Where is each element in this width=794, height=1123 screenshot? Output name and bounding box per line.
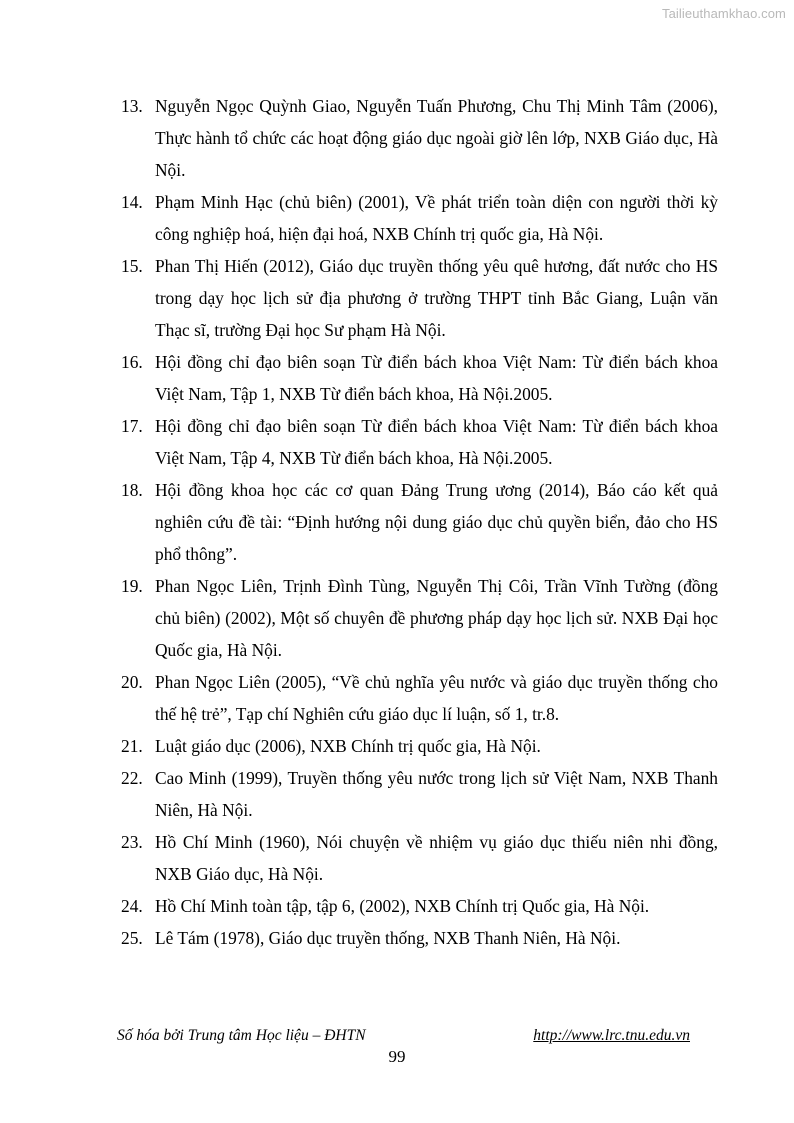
reference-text: Cao Minh (1999), Truyền thống yêu nước trong lịch sử Việt Nam, NXB Thanh Niên, Hà Nội. [155, 768, 718, 820]
reference-item [115, 826, 718, 890]
reference-number: 23. [121, 832, 143, 852]
footer-digitized-by: Số hóa bởi Trung tâm Học liệu – ĐHTN [117, 1027, 366, 1044]
footer-website-link[interactable]: http://www.lrc.tnu.edu.vn [533, 1027, 690, 1044]
reference-number: 20. [121, 672, 143, 692]
reference-number: 13. [121, 96, 143, 116]
reference-text: Hồ Chí Minh (1960), Nói chuyện về nhiệm vụ giáo dục thiếu niên nhi đồng, NXB Giáo dục, Hà Nội. [155, 832, 718, 884]
reference-item [115, 410, 718, 474]
reference-item [115, 666, 718, 730]
reference-number: 19. [121, 576, 143, 596]
reference-text: Lê Tám (1978), Giáo dục truyền thống, NXB Thanh Niên, Hà Nội. [155, 928, 621, 948]
reference-number: 18. [121, 480, 143, 500]
reference-number: 16. [121, 352, 143, 372]
reference-number: 15. [121, 256, 143, 276]
reference-item [115, 890, 718, 922]
reference-item [115, 474, 718, 570]
reference-number: 17. [121, 416, 143, 436]
reference-number: 21. [121, 736, 143, 756]
reference-number: 22. [121, 768, 143, 788]
reference-text: Luật giáo dục (2006), NXB Chính trị quốc gia, Hà Nội. [155, 736, 541, 756]
reference-item [115, 922, 718, 954]
reference-item [115, 570, 718, 666]
page-number: 99 [388, 1047, 406, 1066]
reference-item [115, 90, 718, 186]
reference-number: 25. [121, 928, 143, 948]
reference-item [115, 346, 718, 410]
reference-text: Phan Ngọc Liên (2005), “Về chủ nghĩa yêu nước và giáo dục truyền thống cho thế hệ trẻ”, Tạp chí Nghiên cứu giáo dục lí luận, số 1, tr.8. [155, 672, 718, 724]
reference-item [115, 762, 718, 826]
reference-text: Hồ Chí Minh toàn tập, tập 6, (2002), NXB Chính trị Quốc gia, Hà Nội. [155, 896, 650, 916]
reference-item [115, 250, 718, 346]
reference-text: Nguyễn Ngọc Quỳnh Giao, Nguyễn Tuấn Phương, Chu Thị Minh Tâm (2006), Thực hành tổ chức các hoạt động giáo dục ngoài giờ lên lớp, NXB Giáo dục, Hà Nội. [155, 96, 718, 180]
reference-number: 14. [121, 192, 143, 212]
reference-list [115, 90, 718, 954]
reference-text: Hội đồng chỉ đạo biên soạn Từ điển bách khoa Việt Nam: Từ điển bách khoa Việt Nam, Tập 4, NXB Từ điển bách khoa, Hà Nội.2005. [155, 416, 718, 468]
reference-item [115, 186, 718, 250]
watermark-text: Tailieuthamkhao.com [661, 6, 786, 21]
reference-number: 24. [121, 896, 143, 916]
reference-text: Phan Ngọc Liên, Trịnh Đình Tùng, Nguyễn Thị Côi, Trần Vĩnh Tường (đồng chủ biên) (2002), Một số chuyên đề phương pháp dạy học lịch sử. NXB Đại học Quốc gia, Hà Nội. [155, 576, 718, 660]
reference-text: Phạm Minh Hạc (chủ biên) (2001), Về phát triển toàn diện con người thời kỳ công nghiệp hoá, hiện đại hoá, NXB Chính trị quốc gia, Hà Nội. [155, 192, 718, 244]
reference-text: Hội đồng chỉ đạo biên soạn Từ điển bách khoa Việt Nam: Từ điển bách khoa Việt Nam, Tập 1, NXB Từ điển bách khoa, Hà Nội.2005. [155, 352, 718, 404]
reference-text: Phan Thị Hiến (2012), Giáo dục truyền thống yêu quê hương, đất nước cho HS trong dạy học lịch sử địa phương ở trường THPT tỉnh Bắc Giang, Luận văn Thạc sĩ, trường Đại học Sư phạm Hà Nội. [155, 256, 718, 340]
reference-item [115, 730, 718, 762]
reference-text: Hội đồng khoa học các cơ quan Đảng Trung ương (2014), Báo cáo kết quả nghiên cứu đề tài: “Định hướng nội dung giáo dục chủ quyền biển, đảo cho HS phổ thông”. [155, 480, 718, 564]
